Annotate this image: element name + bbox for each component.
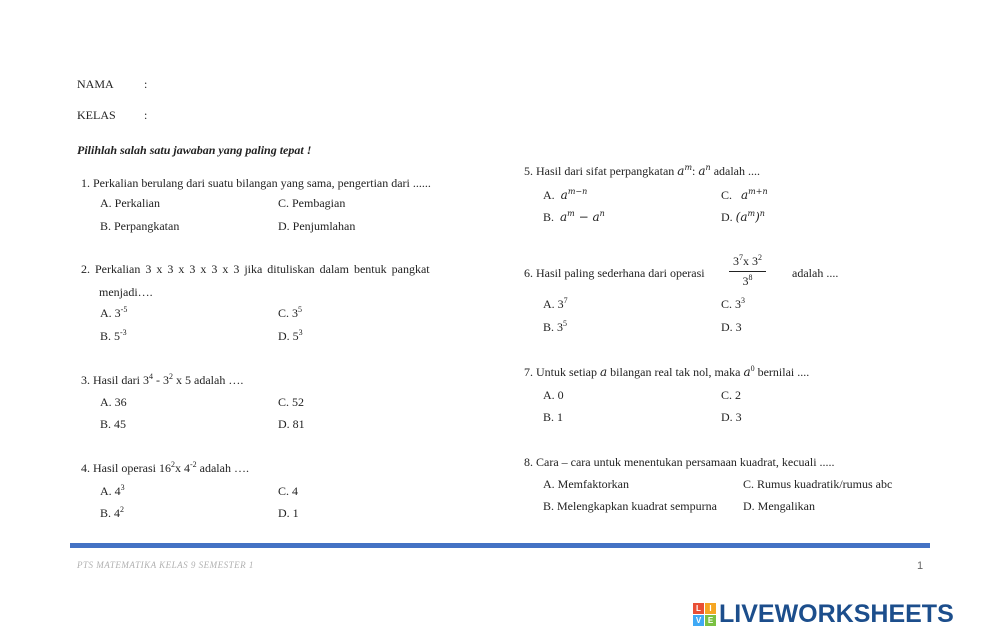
q5-exponent-1: m (684, 163, 693, 172)
q7-option-c[interactable]: C. 2 (721, 388, 742, 402)
q5-text-post: adalah .... (710, 164, 760, 178)
q7-base: a (743, 365, 751, 379)
q1-option-c[interactable]: C. Pembagian (278, 196, 346, 210)
q2-d-exponent: 3 (298, 328, 303, 337)
q4-text-3: adalah …. (196, 461, 249, 475)
question-7 (524, 365, 809, 380)
q8-option-d[interactable]: D. Mengalikan (743, 499, 815, 513)
question-8: 8. Cara – cara untuk menentukan persamaan kuadrat, kecuali ..... (524, 455, 835, 469)
q7-option-a[interactable]: A. 0 (543, 388, 564, 402)
q5-colon: : (692, 164, 699, 178)
q6-num-base-1: 3 (733, 254, 739, 268)
q2-b-base: B. 5 (100, 329, 121, 343)
q4-b-base: B. 4 (100, 506, 121, 520)
q1-option-a[interactable]: A. Perkalian (100, 196, 160, 210)
q5-option-d[interactable] (721, 210, 765, 225)
q6-option-a[interactable] (543, 297, 568, 312)
q6-c-base: C. 3 (721, 297, 742, 311)
q2-option-a[interactable] (100, 306, 127, 321)
q4-b-exponent: 2 (120, 505, 125, 514)
q4-option-a[interactable] (100, 484, 125, 499)
q3-text-1: 3. Hasil dari 3 (81, 373, 149, 387)
page-number: 1 (917, 560, 924, 572)
question-3 (81, 373, 243, 388)
q2-a-exponent: -5 (120, 305, 128, 314)
q7-option-b[interactable]: B. 1 (543, 410, 564, 424)
question-1: 1. Perkalian berulang dari suatu bilangan yang sama, pengertian dari ...... (81, 176, 431, 190)
q3-exponent-2: 2 (169, 372, 173, 381)
q7-variable: a (600, 365, 608, 379)
q5-b-base-2: − a (574, 210, 600, 224)
q6-a-exponent: 7 (563, 296, 568, 305)
footer-text: PTS MATEMATIKA KELAS 9 SEMESTER 1 (77, 560, 254, 570)
kelas-label: KELAS (77, 108, 116, 122)
q5-b-exponent-2: n (599, 209, 605, 218)
q6-denominator (729, 272, 766, 289)
q5-c-exponent: m+n (748, 187, 768, 196)
q8-option-c[interactable]: C. Rumus kuadratik/rumus abc (743, 477, 893, 491)
q6-text-post: adalah .... (792, 266, 839, 280)
q3-text-3: x 5 adalah …. (173, 373, 244, 387)
q2-a-base: A. 3 (100, 306, 121, 320)
q5-d-letter: D. (721, 210, 733, 224)
question-2: 2. Perkalian 3 x 3 x 3 x 3 x 3 jika dituliskan dalam bentuk pangkat (81, 262, 430, 276)
q6-den-base: 3 (742, 274, 749, 288)
q6-c-exponent: 3 (741, 296, 746, 305)
q8-option-b[interactable]: B. Melengkapkan kuadrat sempurna (543, 499, 717, 513)
question-6: 6. Hasil paling sederhana dari operasi (524, 266, 705, 280)
nama-separator: : (144, 77, 148, 91)
nama-label: NAMA (77, 77, 114, 91)
q5-base-1: a (677, 164, 685, 178)
q5-a-letter: A. (543, 188, 555, 202)
q5-c-base: a (741, 188, 749, 202)
q7-text-pre: 7. Untuk setiap (524, 365, 597, 379)
q5-a-exponent: m−n (567, 187, 588, 196)
q2-c-exponent: 5 (298, 305, 303, 314)
q4-exponent-2: -2 (189, 460, 197, 469)
q5-d-exponent-1: m (747, 209, 756, 218)
q5-text-pre: 5. Hasil dari sifat perpangkatan (524, 164, 675, 178)
logo-letter-e: E (705, 615, 716, 626)
q3-text-2: - 3 (153, 373, 169, 387)
q4-text-2: x 4 (174, 461, 190, 475)
logo-letter-i: I (705, 603, 716, 614)
q5-b-exponent-1: m (567, 209, 575, 218)
q6-num-exponent-2: 2 (758, 253, 762, 262)
kelas-separator: : (144, 108, 148, 122)
question-5 (524, 164, 760, 179)
q6-b-exponent: 5 (563, 319, 568, 328)
q2-option-c[interactable] (278, 306, 302, 321)
q5-d-base: (a (735, 210, 748, 224)
q7-text-mid: bilangan real tak nol, maka (607, 365, 741, 379)
q5-a-base: a (560, 188, 568, 202)
question-4 (81, 461, 249, 476)
q4-a-base: A. 4 (100, 484, 121, 498)
q5-option-c[interactable] (721, 188, 768, 203)
question-2-continued: menjadi…. (99, 285, 153, 299)
logo-letter-v: V (693, 615, 704, 626)
q7-exponent: 0 (750, 364, 755, 373)
q2-option-d[interactable] (278, 329, 303, 344)
q5-option-a[interactable] (543, 188, 587, 203)
footer-rule (70, 543, 930, 548)
q4-option-c[interactable]: C. 4 (278, 484, 299, 498)
q2-d-base: D. 5 (278, 329, 299, 343)
brand-text: LIVEWORKSHEETS (719, 600, 954, 628)
logo-letter-l: L (693, 603, 704, 614)
q6-num-exponent-1: 7 (739, 253, 743, 262)
q5-d-close: ) (755, 210, 760, 224)
q3-option-d[interactable]: D. 81 (278, 417, 305, 431)
instruction: Pilihlah salah satu jawaban yang paling tepat ! (77, 143, 312, 157)
q2-b-exponent: -3 (120, 328, 127, 337)
q6-num-mid: x 3 (743, 254, 758, 268)
q6-den-exponent: 8 (748, 273, 753, 282)
q3-option-a[interactable]: A. 36 (100, 395, 127, 409)
q4-exponent-1: 2 (170, 460, 175, 469)
q6-option-b[interactable] (543, 320, 567, 335)
q6-fraction (729, 254, 766, 289)
q4-option-b[interactable] (100, 506, 124, 521)
q5-base-2: a (698, 164, 706, 178)
q5-c-letter: C. (721, 188, 733, 202)
q6-option-c[interactable] (721, 297, 745, 312)
q5-b-base-1: a (560, 210, 568, 224)
q4-a-exponent: 3 (120, 483, 125, 492)
q4-text-1: 4. Hasil operasi 16 (81, 461, 171, 475)
q6-option-d[interactable]: D. 3 (721, 320, 742, 334)
q2-c-base: C. 3 (278, 306, 299, 320)
q3-option-b[interactable]: B. 45 (100, 417, 127, 431)
liveworksheets-logo (693, 600, 954, 629)
q7-text-post: bernilai .... (754, 365, 810, 379)
q3-option-c[interactable]: C. 52 (278, 395, 305, 409)
q6-b-base: B. 3 (543, 320, 564, 334)
q5-exponent-2: n (705, 163, 711, 172)
q7-option-d[interactable]: D. 3 (721, 410, 742, 424)
q5-option-b[interactable] (543, 210, 605, 225)
q1-option-b[interactable]: B. Perpangkatan (100, 219, 180, 233)
q6-numerator (729, 254, 766, 272)
q8-option-a[interactable]: A. Memfaktorkan (543, 477, 629, 491)
logo-grid-icon (693, 603, 716, 626)
q5-d-exponent-2: n (759, 209, 765, 218)
q3-exponent-1: 4 (149, 372, 153, 381)
q6-a-base: A. 3 (543, 297, 564, 311)
q1-option-d[interactable]: D. Penjumlahan (278, 219, 356, 233)
q5-b-letter: B. (543, 210, 555, 224)
q4-option-d[interactable]: D. 1 (278, 506, 299, 520)
q2-option-b[interactable] (100, 329, 127, 344)
